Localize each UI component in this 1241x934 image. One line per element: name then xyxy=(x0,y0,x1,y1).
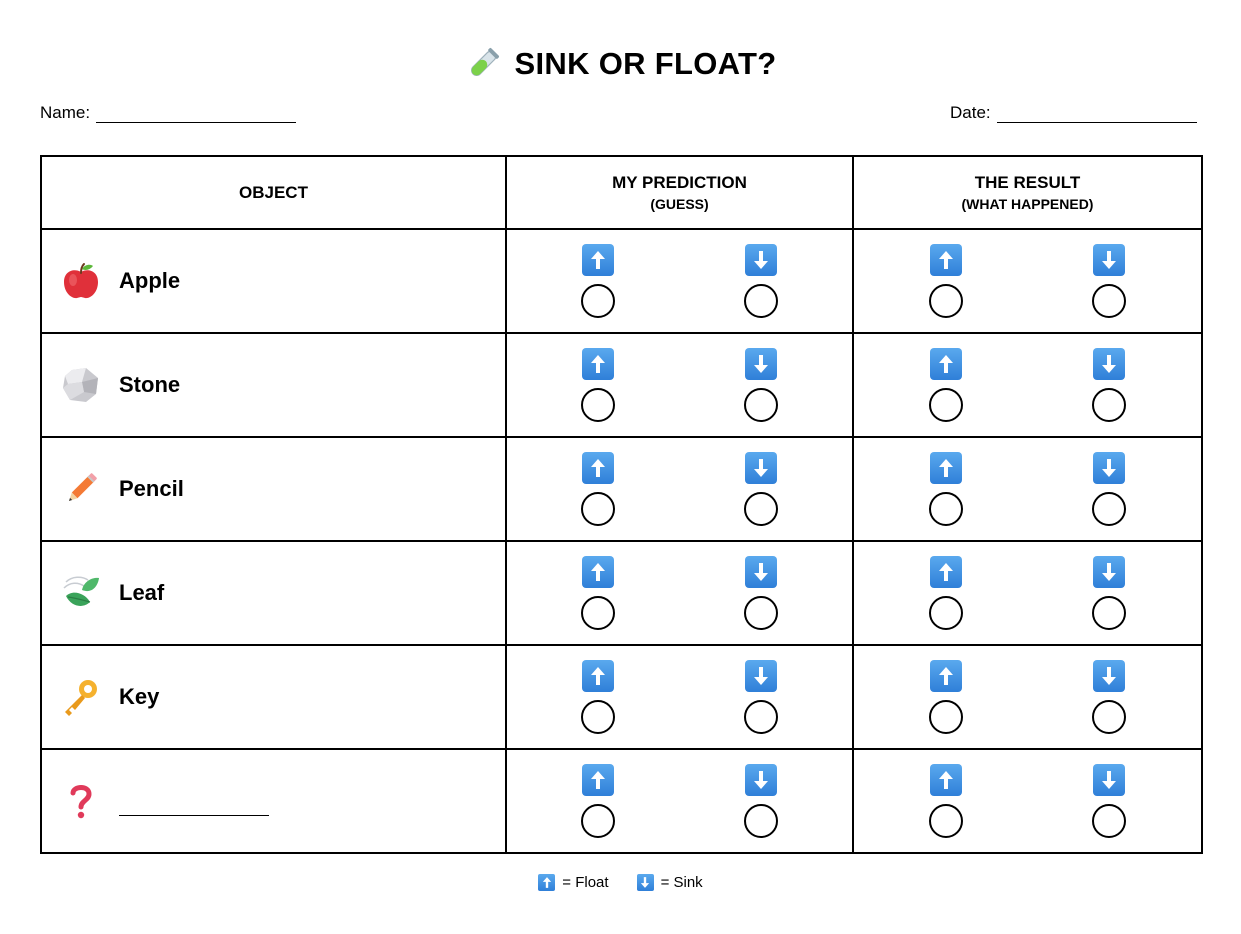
sink-float-table xyxy=(40,155,1203,854)
down-arrow-icon xyxy=(1093,244,1125,276)
stone-icon xyxy=(60,364,102,406)
up-arrow-icon xyxy=(930,452,962,484)
header-result: THE RESULT (WHAT HAPPENED) xyxy=(853,156,1202,229)
down-arrow-icon xyxy=(1093,660,1125,692)
float-circle[interactable] xyxy=(929,804,963,838)
sink-circle[interactable] xyxy=(1092,492,1126,526)
float-choice xyxy=(929,764,963,838)
sink-circle[interactable] xyxy=(1092,700,1126,734)
float-choice xyxy=(581,556,615,630)
float-choice xyxy=(929,452,963,526)
object-name: Key xyxy=(119,684,160,709)
float-choice xyxy=(581,660,615,734)
down-arrow-icon xyxy=(1093,452,1125,484)
float-circle[interactable] xyxy=(929,492,963,526)
float-choice xyxy=(929,556,963,630)
float-circle[interactable] xyxy=(929,388,963,422)
sink-choice xyxy=(1092,556,1126,630)
result-cell xyxy=(853,333,1202,437)
down-arrow-icon xyxy=(1093,764,1125,796)
object-name: Stone xyxy=(119,372,181,397)
down-arrow-icon xyxy=(1093,556,1125,588)
sink-circle[interactable] xyxy=(1092,388,1126,422)
float-choice xyxy=(581,348,615,422)
prediction-cell xyxy=(506,437,853,541)
up-arrow-icon xyxy=(930,764,962,796)
up-arrow-icon xyxy=(582,556,614,588)
object-cell xyxy=(41,229,506,333)
float-circle[interactable] xyxy=(581,492,615,526)
prediction-cell xyxy=(506,645,853,749)
table-row xyxy=(41,541,1202,645)
up-arrow-icon xyxy=(582,348,614,380)
float-choice xyxy=(929,348,963,422)
float-choice xyxy=(581,452,615,526)
object-cell xyxy=(41,333,506,437)
up-arrow-icon xyxy=(930,244,962,276)
up-arrow-icon xyxy=(930,660,962,692)
float-circle[interactable] xyxy=(929,596,963,630)
key-icon xyxy=(60,676,102,718)
result-cell xyxy=(853,229,1202,333)
float-circle[interactable] xyxy=(581,596,615,630)
float-choice xyxy=(929,660,963,734)
result-cell xyxy=(853,437,1202,541)
up-arrow-icon xyxy=(582,660,614,692)
header-object: OBJECT xyxy=(41,156,506,229)
sink-choice xyxy=(1092,244,1126,318)
up-arrow-icon xyxy=(582,244,614,276)
sink-circle[interactable] xyxy=(1092,284,1126,318)
legend-sink-label: = Sink xyxy=(660,874,703,891)
float-circle[interactable] xyxy=(581,388,615,422)
prediction-cell xyxy=(506,333,853,437)
object-cell xyxy=(41,749,506,853)
table-header-row xyxy=(41,156,1202,229)
sink-circle[interactable] xyxy=(744,388,778,422)
sink-circle[interactable] xyxy=(744,284,778,318)
float-choice xyxy=(581,244,615,318)
sink-circle[interactable] xyxy=(744,492,778,526)
up-arrow-icon xyxy=(582,764,614,796)
sink-choice xyxy=(1092,660,1126,734)
question-mark-icon xyxy=(60,780,102,822)
custom-object-line[interactable] xyxy=(119,815,269,816)
apple-icon xyxy=(60,260,102,302)
object-name: Pencil xyxy=(119,476,184,501)
test-tube-icon xyxy=(465,46,501,82)
down-arrow-icon xyxy=(745,244,777,276)
object-name: Leaf xyxy=(119,580,165,605)
float-circle[interactable] xyxy=(581,284,615,318)
sink-circle[interactable] xyxy=(744,596,778,630)
sink-circle[interactable] xyxy=(1092,804,1126,838)
table-row xyxy=(41,229,1202,333)
prediction-cell xyxy=(506,749,853,853)
name-label: Name: xyxy=(40,103,91,122)
object-cell xyxy=(41,437,506,541)
sink-circle[interactable] xyxy=(744,700,778,734)
legend-float-label: = Float xyxy=(562,874,609,891)
sink-choice xyxy=(744,348,778,422)
prediction-cell xyxy=(506,229,853,333)
object-cell xyxy=(41,541,506,645)
result-cell xyxy=(853,541,1202,645)
name-field[interactable] xyxy=(40,103,296,123)
table-row xyxy=(41,333,1202,437)
down-arrow-icon xyxy=(745,764,777,796)
down-arrow-icon xyxy=(637,874,654,891)
up-arrow-icon xyxy=(930,348,962,380)
page-title: SINK OR FLOAT? xyxy=(514,46,777,81)
float-circle[interactable] xyxy=(929,700,963,734)
down-arrow-icon xyxy=(745,556,777,588)
up-arrow-icon xyxy=(582,452,614,484)
table-row xyxy=(41,749,1202,853)
legend-float xyxy=(538,874,608,891)
sink-choice xyxy=(744,556,778,630)
sink-circle[interactable] xyxy=(1092,596,1126,630)
object-cell xyxy=(41,645,506,749)
table-row xyxy=(41,645,1202,749)
float-choice xyxy=(581,764,615,838)
down-arrow-icon xyxy=(1093,348,1125,380)
legend-sink xyxy=(637,874,703,891)
down-arrow-icon xyxy=(745,348,777,380)
date-label: Date: xyxy=(950,103,991,122)
date-field[interactable] xyxy=(950,103,1197,123)
legend xyxy=(0,874,1241,891)
down-arrow-icon xyxy=(745,660,777,692)
worksheet-header xyxy=(0,44,1241,84)
sink-choice xyxy=(744,452,778,526)
up-arrow-icon xyxy=(930,556,962,588)
down-arrow-icon xyxy=(745,452,777,484)
sink-circle[interactable] xyxy=(744,804,778,838)
sink-choice xyxy=(1092,348,1126,422)
sink-choice xyxy=(744,764,778,838)
float-circle[interactable] xyxy=(929,284,963,318)
header-prediction: MY PREDICTION (GUESS) xyxy=(506,156,853,229)
sink-choice xyxy=(744,660,778,734)
name-line[interactable] xyxy=(96,107,296,123)
float-circle[interactable] xyxy=(581,700,615,734)
sink-choice xyxy=(744,244,778,318)
table-row xyxy=(41,437,1202,541)
object-name: Apple xyxy=(119,268,181,293)
sink-choice xyxy=(1092,452,1126,526)
up-arrow-icon xyxy=(538,874,555,891)
result-cell xyxy=(853,749,1202,853)
date-line[interactable] xyxy=(997,107,1197,123)
prediction-cell xyxy=(506,541,853,645)
float-circle[interactable] xyxy=(581,804,615,838)
pencil-icon xyxy=(60,468,102,510)
result-cell xyxy=(853,645,1202,749)
leaf-icon xyxy=(60,572,102,614)
sink-choice xyxy=(1092,764,1126,838)
float-choice xyxy=(929,244,963,318)
